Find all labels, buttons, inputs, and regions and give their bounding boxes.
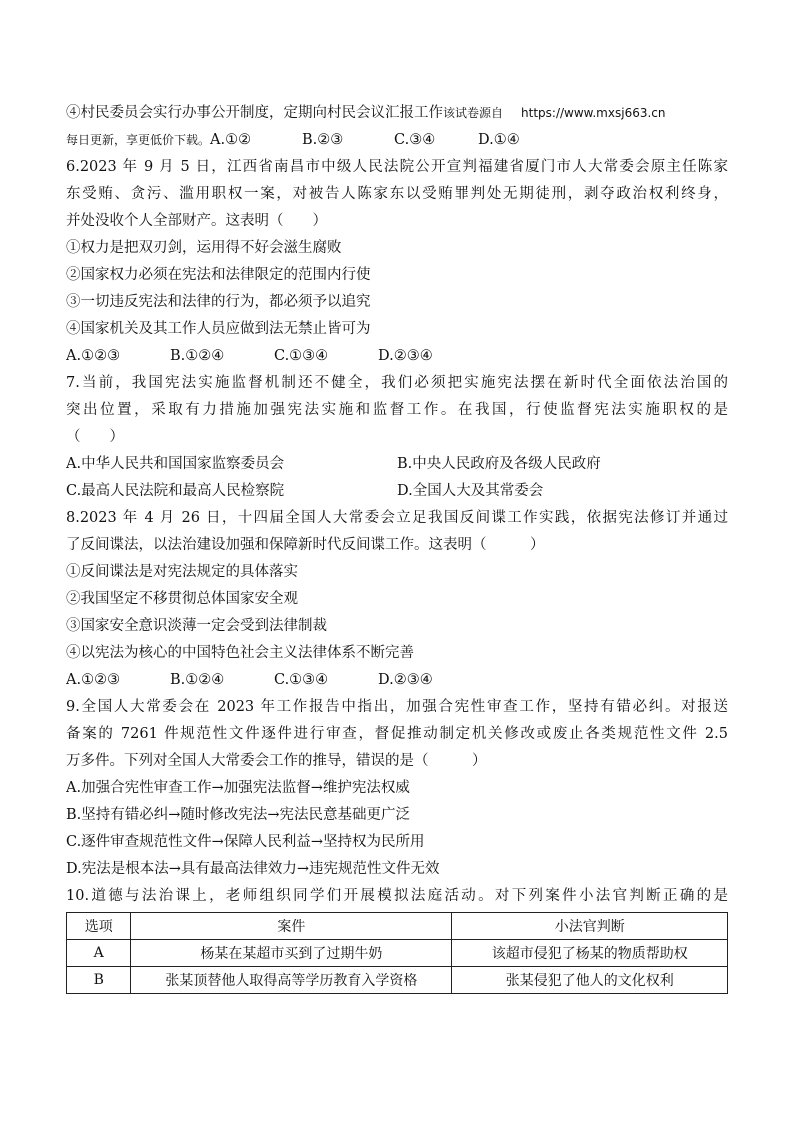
q5-option-b: B.②③ (302, 132, 344, 148)
q10-case-table (66, 912, 728, 994)
q7-option-c: C.最高人民法院和最高人民检察院 (66, 483, 285, 499)
q9-option-d: D.宪法是根本法→具有最高法律效力→违宪规范性文件无效 (66, 861, 440, 877)
q9-stem-line-3: 万多件。下列对全国人大常委会工作的推导，错误的是（ ） (66, 753, 487, 769)
q6-stem-line-3: 并处没收个人全部财产。这表明（ ） (66, 213, 327, 229)
ad-text: 该试卷源自 (443, 106, 504, 120)
q7-stem-line-1: 7.当前，我国宪法实施监督机制还不健全，我们必须把实施宪法摆在新时代全面依法治国的 (66, 375, 728, 391)
q6-option-c: C.①③④ (274, 348, 329, 364)
table-header-row (67, 913, 728, 940)
q8-options (66, 667, 728, 694)
q9-stem-line-1: 9.全国人大常委会在 2023 年工作报告中指出，加强合宪性审查工作，坚持有错必纠。对报送 (66, 699, 728, 715)
table-cell-case: 杨某在某超市买到了过期牛奶 (131, 940, 452, 967)
q10-stem: 10.道德与法治课上，老师组织同学们开展模拟法庭活动。对下列案件小法官判断正确的是 (66, 888, 728, 904)
q7-option-d: D.全国人大及其常委会 (397, 483, 544, 499)
q6-option-b: B.①②④ (170, 348, 225, 364)
q8-item-2: ②我国坚定不移贯彻总体国家安全观 (66, 591, 298, 607)
q6-option-a: A.①②③ (66, 348, 121, 364)
q5-option-d: D.①④ (478, 132, 520, 148)
q8-stem-line-2: 了反间谍法，以法治建设加强和保障新时代反间谍工作。这表明（ ） (66, 537, 545, 553)
q7-options-row-2 (66, 478, 728, 505)
q9-option-a: A.加强合宪性审查工作→加强宪法监督→维护宪法权威 (66, 780, 410, 796)
q9-stem-line-2: 备案的 7261 件规范性文件逐件进行审查，督促推动制定机关修改或废止各类规范性文件 2.5 (66, 726, 728, 742)
q5-option-a: A.①② (210, 132, 252, 148)
q6-item-2: ②国家权力必须在宪法和法律限定的范围内行使 (66, 267, 371, 283)
table-header-judgment: 小法官判断 (452, 913, 728, 940)
q8-option-d: D.②③④ (378, 672, 433, 688)
q8-option-a: A.①②③ (66, 672, 121, 688)
q8-option-b: B.①②④ (170, 672, 225, 688)
q5-option-c: C.③④ (394, 132, 436, 148)
q5-item-4: ④村民委员会实行办事公开制度，定期向村民会议汇报工作 (66, 105, 443, 121)
q6-item-1: ①权力是把双刃剑，运用得不好会滋生腐败 (66, 240, 342, 256)
q6-stem-line-1: 6.2023 年 9 月 5 日，江西省南昌市中级人民法院公开宣判福建省厦门市人大常委会原主任陈家 (66, 159, 728, 175)
q8-stem-line-1: 8.2023 年 4 月 26 日，十四届全国人大常委会立足我国反间谍工作实践，依据宪法修订并通过 (66, 510, 728, 526)
q7-option-a: A.中华人民共和国国家监察委员会 (66, 456, 285, 472)
source-url[interactable]: https://www.mxsj663.cn (521, 106, 666, 120)
q7-stem-line-3: （ ） (66, 429, 124, 445)
q6-item-4: ④国家机关及其工作人员应做到法无禁止皆可为 (66, 321, 371, 337)
q7-stem-line-2: 突出位置，采取有力措施加强宪法实施和监督工作。在我国，行使监督宪法实施职权的是 (66, 402, 728, 418)
q8-item-3: ③国家安全意识淡薄一定会受到法律制裁 (66, 618, 327, 634)
q6-option-d: D.②③④ (378, 348, 433, 364)
q7-option-b: B.中央人民政府及各级人民政府 (397, 456, 601, 472)
table-cell-case: 张某顶替他人取得高等学历教育入学资格 (131, 967, 452, 994)
q9-option-c: C.逐件审查规范性文件→保障人民利益→坚持权为民所用 (66, 834, 425, 850)
ad-text-2: 每日更新，享更低价下载。 (66, 133, 211, 147)
q8-option-c: C.①③④ (274, 672, 329, 688)
table-row (67, 940, 728, 967)
q8-item-1: ①反间谍法是对宪法规定的具体落实 (66, 564, 298, 580)
table-header-option: 选项 (67, 913, 131, 940)
table-header-case: 案件 (131, 913, 452, 940)
exam-page (66, 100, 728, 994)
table-row (67, 967, 728, 994)
q9-option-b: B.坚持有错必纠→随时修改宪法→宪法民意基础更广泛 (66, 807, 411, 823)
q8-item-4: ④以宪法为核心的中国特色社会主义法律体系不断完善 (66, 645, 414, 661)
table-cell-option: B (67, 967, 131, 994)
q5-options (66, 127, 728, 154)
q6-item-3: ③一切违反宪法和法律的行为，都必须予以追究 (66, 294, 371, 310)
q5-item-4-line (66, 100, 728, 127)
q6-stem-line-2: 东受贿、贪污、滥用职权一案，对被告人陈家东以受贿罪判处无期徒刑，剥夺政治权利终身， (66, 186, 728, 202)
q7-options-row-1 (66, 451, 728, 478)
table-cell-judgment: 该超市侵犯了杨某的物质帮助权 (452, 940, 728, 967)
q6-options (66, 343, 728, 370)
table-cell-judgment: 张某侵犯了他人的文化权利 (452, 967, 728, 994)
table-cell-option: A (67, 940, 131, 967)
